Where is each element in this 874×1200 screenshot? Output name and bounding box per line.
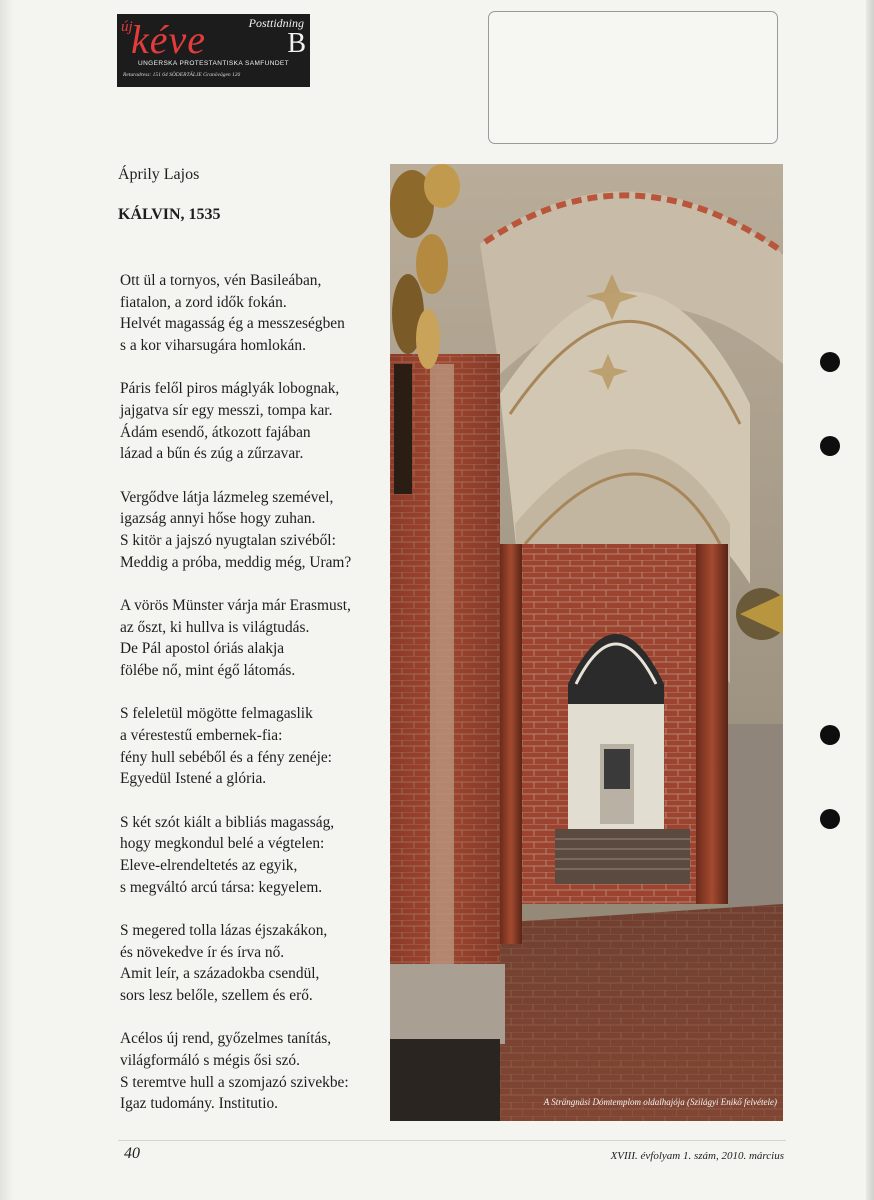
poem-line: Eleve-elrendeltetés az egyik, bbox=[120, 856, 298, 874]
binder-hole bbox=[820, 809, 840, 829]
poem-line: S feleletül mögötte felmagaslik bbox=[120, 705, 313, 723]
poem-line: sors lesz belőle, szellem és erő. bbox=[120, 986, 313, 1004]
poem-line: Páris felől piros máglyák lobognak, bbox=[120, 380, 340, 398]
poem-line: Igaz tudomány. Institutio. bbox=[120, 1095, 279, 1113]
issue-info: XVIII. évfolyam 1. szám, 2010. március bbox=[610, 1150, 784, 1162]
poem-line: jajgatva sír egy messzi, tompa kar. bbox=[120, 402, 333, 420]
page-number: 40 bbox=[124, 1145, 140, 1162]
poem-line: Amit leír, a századokba csendül, bbox=[120, 965, 320, 983]
poem-title: KÁLVIN, 1535 bbox=[118, 206, 221, 223]
binder-hole bbox=[820, 352, 840, 372]
masthead-uj: új bbox=[121, 19, 133, 35]
poem-body bbox=[120, 270, 390, 1137]
page-shadow bbox=[0, 0, 14, 1200]
poem-line: Ádám esendő, átkozott fajában bbox=[120, 423, 311, 441]
poem-line: S megered tolla lázas éjszakákon, bbox=[120, 921, 328, 939]
poem-line: világformáló s mégis ősi szó. bbox=[120, 1051, 300, 1069]
poem-line: hogy megkondul belé a végtelen: bbox=[120, 835, 325, 853]
masthead-title: kéve bbox=[131, 17, 207, 62]
poem-line: fölébe nő, mint égő látomás. bbox=[120, 662, 296, 680]
poem-stanza bbox=[120, 1028, 390, 1115]
poem-stanza bbox=[120, 270, 390, 357]
masthead-b: B bbox=[287, 28, 306, 59]
binder-hole bbox=[820, 436, 840, 456]
poem-stanza bbox=[120, 595, 390, 682]
poem-line: S teremtve hull a szomjazó szivekbe: bbox=[120, 1073, 349, 1091]
masthead-organization: UNGERSKA PROTESTANTISKA SAMFUNDET bbox=[137, 60, 290, 67]
poem-stanza bbox=[120, 920, 390, 1007]
poem-line: s megváltó arcú társa: kegyelem. bbox=[120, 878, 323, 896]
photo-caption: A Strängnäsi Dómtemplom oldalhajója (Szilágyi Enikő felvétele) bbox=[543, 1097, 777, 1107]
poem-line: S két szót kiált a bibliás magasság, bbox=[120, 813, 335, 831]
poem-line: Meddig a próba, meddig még, Uram? bbox=[120, 553, 352, 571]
poem-line: lázad a bűn és zúg a zűrzavar. bbox=[120, 445, 304, 463]
poem-line: fény hull sebéből és a fény zenéje: bbox=[120, 748, 332, 766]
poem-line: a vérestestű embernek-fia: bbox=[120, 726, 283, 744]
binder-hole bbox=[820, 725, 840, 745]
masthead-posttidning: Posttidning bbox=[248, 16, 304, 30]
poem-line: igazság annyi hőse hogy zuhan. bbox=[120, 510, 316, 528]
poem-line: A vörös Münster várja már Erasmust, bbox=[120, 596, 351, 614]
poem-line: s a kor viharsugára homlokán. bbox=[120, 337, 306, 355]
cathedral-aisle-photo bbox=[390, 164, 783, 1121]
poem-stanza bbox=[120, 378, 390, 465]
poem-line: Egyedül Istené a glória. bbox=[120, 770, 267, 788]
address-label-box bbox=[488, 11, 778, 144]
poem-line: és növekedve ír és írva nő. bbox=[120, 943, 285, 961]
masthead-logo bbox=[117, 14, 310, 87]
poem-line: fiatalon, a zord idők fokán. bbox=[120, 293, 287, 311]
masthead-return-address: Returadress: 151 64 SÖDERTÄLJE Granövägen 126 bbox=[123, 72, 241, 78]
poem-line: az őszt, ki hullva is világtudás. bbox=[120, 618, 310, 636]
poem-line: S kitör a jajszó nyugtalan szivéből: bbox=[120, 532, 336, 550]
poem-stanza bbox=[120, 487, 390, 574]
poem-stanza bbox=[120, 703, 390, 790]
footer-rule bbox=[118, 1140, 786, 1141]
poem-stanza bbox=[120, 812, 390, 899]
poem-author: Áprily Lajos bbox=[118, 166, 200, 183]
poem-line: Helvét magasság ég a messzeségben bbox=[120, 315, 345, 333]
poem-line: De Pál apostol óriás alakja bbox=[120, 640, 285, 658]
poem-line: Acélos új rend, győzelmes tanítás, bbox=[120, 1030, 332, 1048]
poem-line: Ott ül a tornyos, vén Basileában, bbox=[120, 272, 322, 289]
poem-line: Vergődve látja lázmeleg szemével, bbox=[120, 488, 334, 506]
page-edge bbox=[866, 0, 874, 1200]
